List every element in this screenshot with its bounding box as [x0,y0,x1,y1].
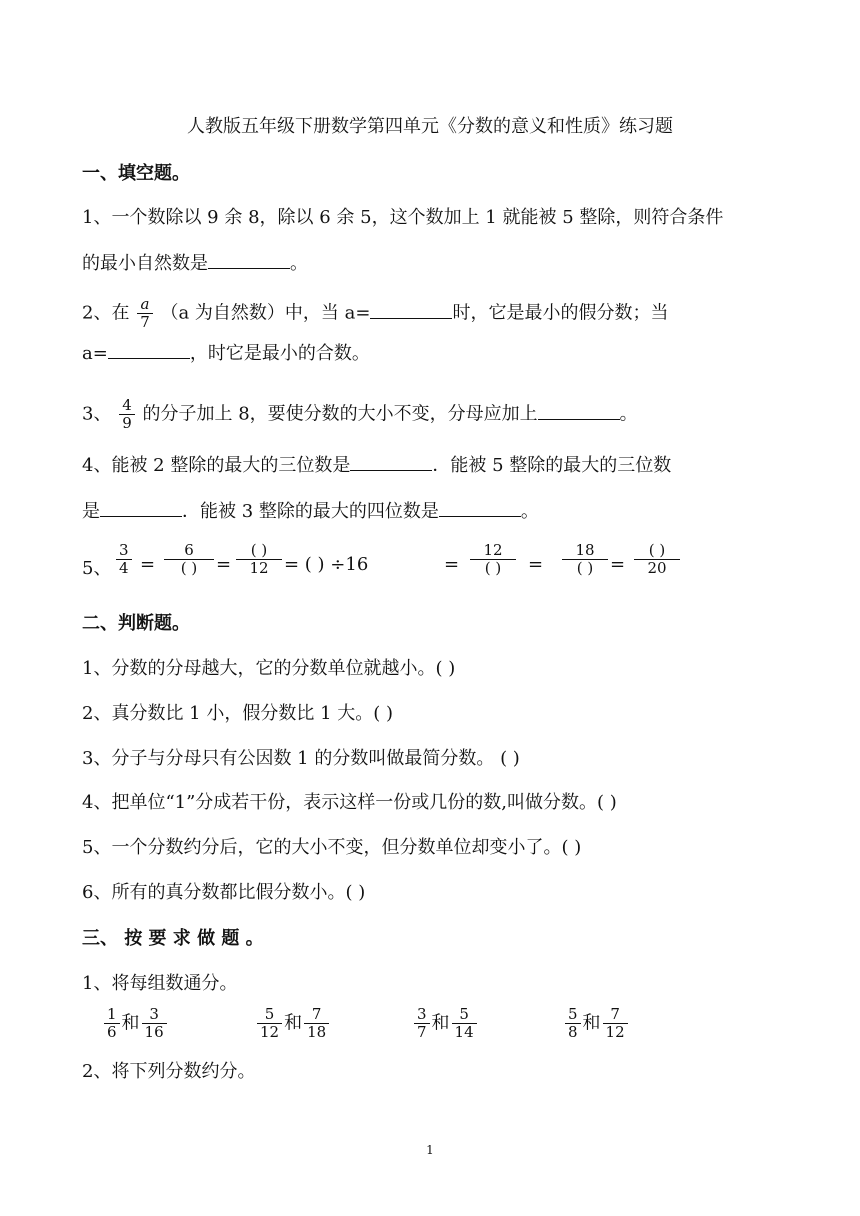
answer-blank[interactable] [370,302,452,319]
equals-sign: = [528,554,544,575]
fraction-numerator: 5 [257,1006,282,1024]
s3-q2: 2、将下列分数约分。 [82,1061,256,1082]
fraction-12-over-blank [470,542,516,577]
and-word: 和 [582,1012,601,1034]
section3-heading: 三、 按 要 求 做 题 。 [82,928,264,949]
judge-item-6: 6、所有的真分数都比假分数小。( ) [82,882,366,903]
q4-line2-prefix: 是 [82,501,100,522]
fraction-numerator: 12 [470,542,516,560]
and-word: 和 [431,1012,450,1034]
equals-sign: = [140,554,156,575]
equals-sign: = [610,554,626,575]
q3-suffix: 。 [619,403,638,425]
answer-blank[interactable] [108,342,190,359]
fraction-denominator: 16 [144,1023,164,1041]
section1-heading: 一、填空题。 [82,163,190,184]
fraction-denominator: 12 [249,559,269,577]
q2-line1 [82,296,668,331]
fraction [304,1006,329,1041]
fraction-denominator: 9 [122,414,132,432]
q4-line2-mid: ．能被 3 整除的最大的四位数是 [182,501,439,522]
fraction [603,1006,628,1041]
fraction-denominator: 18 [307,1023,327,1041]
answer-blank[interactable] [208,252,290,269]
s3-q1: 1、将每组数通分。 [82,973,238,994]
fraction-numerator: 1 [104,1006,120,1024]
fraction-pair-2 [255,1006,331,1041]
fraction-4-over-9 [119,397,135,432]
fraction [565,1006,581,1041]
fraction-numerator: 18 [562,542,608,560]
fraction-denominator: 20 [647,559,667,577]
q4-line2-suffix: 。 [520,501,539,522]
judge-item-5: 5、一个分数约分后，它的大小不变，但分数单位却变小了。( ) [82,837,582,858]
q3-prefix: 3、 [82,403,112,425]
fraction-denominator: 4 [119,559,129,577]
q2-mid: （a 为自然数）中，当 a= [160,302,371,324]
q1-line2 [82,252,308,275]
q2-line2-prefix: a= [82,343,108,364]
fraction-blank-over-20 [634,542,680,577]
q2-line2 [82,342,370,365]
q4-line1-prefix: 4、能被 2 整除的最大的三位数是 [82,455,351,476]
fraction-blank-over-12 [236,542,282,577]
q2-after-blank: 时，它是最小的假分数；当 [452,302,669,324]
answer-blank[interactable] [100,500,182,517]
judge-item-4: 4、把单位“1”分成若干份，表示这样一份或几份的数,叫做分数。( ) [82,792,617,813]
fraction-pair-3 [412,1006,479,1041]
fraction [414,1006,430,1041]
q2-prefix: 2、在 [82,302,130,324]
equals-sign: = [444,554,460,575]
fraction-3-over-4 [116,542,132,577]
fraction-18-over-blank [562,542,608,577]
fraction-denominator-blank[interactable]: ( ) [484,559,502,577]
judge-item-3: 3、分子与分母只有公因数 1 的分数叫做最简分数。 ( ) [82,748,520,769]
fraction-denominator: 14 [454,1023,474,1041]
q4-line1 [82,454,671,477]
fraction-6-over-blank [164,542,214,577]
fraction-numerator: 5 [452,1006,477,1024]
fraction-numerator: 4 [119,397,135,415]
fraction-numerator: 5 [565,1006,581,1024]
q2-line2-suffix: ，时它是最小的合数。 [189,343,370,364]
fraction-denominator-blank[interactable]: ( ) [576,559,594,577]
fraction-denominator: 8 [568,1023,578,1041]
fraction-numerator: a [137,296,153,314]
fraction [142,1006,167,1041]
q4-line2 [82,500,539,523]
fraction-denominator-blank[interactable]: ( ) [180,559,198,577]
judge-item-1: 1、分数的分母越大，它的分数单位就越小。( ) [82,658,456,679]
fraction-numerator: 6 [164,542,214,560]
fraction-a-over-7 [137,296,153,331]
section2-heading: 二、判断题。 [82,613,190,634]
answer-blank[interactable] [439,500,521,517]
fraction-numerator: 3 [116,542,132,560]
fraction-pair-1 [102,1006,169,1041]
fraction-pair-4 [563,1006,630,1041]
fraction-numerator: 3 [414,1006,430,1024]
fraction-numerator: 7 [304,1006,329,1024]
and-word: 和 [284,1012,303,1034]
fraction-numerator-blank[interactable]: ( ) [634,542,680,560]
and-word: 和 [121,1012,140,1034]
fraction-denominator: 7 [140,313,150,331]
fraction [257,1006,282,1041]
q1-text: 的最小自然数是 [82,253,208,274]
q1-line1: 1、一个数除以 9 余 8，除以 6 余 5，这个数加上 1 就能被 5 整除，则符合条件 [82,207,724,228]
q3-line [82,397,638,432]
answer-blank[interactable] [538,403,620,420]
q5-label: 5、 [82,558,112,579]
fraction-denominator: 12 [605,1023,625,1041]
fraction-denominator: 6 [107,1023,117,1041]
page-number: 1 [426,1143,434,1157]
fraction-numerator: 3 [142,1006,167,1024]
q4-line1-suffix: ．能被 5 整除的最大的三位数 [432,455,672,476]
answer-blank[interactable] [350,454,432,471]
q3-text: 的分子加上 8，要使分数的大小不变，分母应加上 [142,403,538,425]
division-expression: = ( ) ÷16 [284,554,369,575]
fraction-numerator: 7 [603,1006,628,1024]
document-title: 人教版五年级下册数学第四单元《分数的意义和性质》练习题 [187,116,673,137]
equals-sign: = [216,554,232,575]
fraction-denominator: 12 [260,1023,280,1041]
fraction-numerator-blank[interactable]: ( ) [236,542,282,560]
fraction [104,1006,120,1041]
q1-end: 。 [290,253,308,274]
judge-item-2: 2、真分数比 1 小，假分数比 1 大。( ) [82,703,394,724]
fraction [452,1006,477,1041]
fraction-denominator: 7 [417,1023,427,1041]
